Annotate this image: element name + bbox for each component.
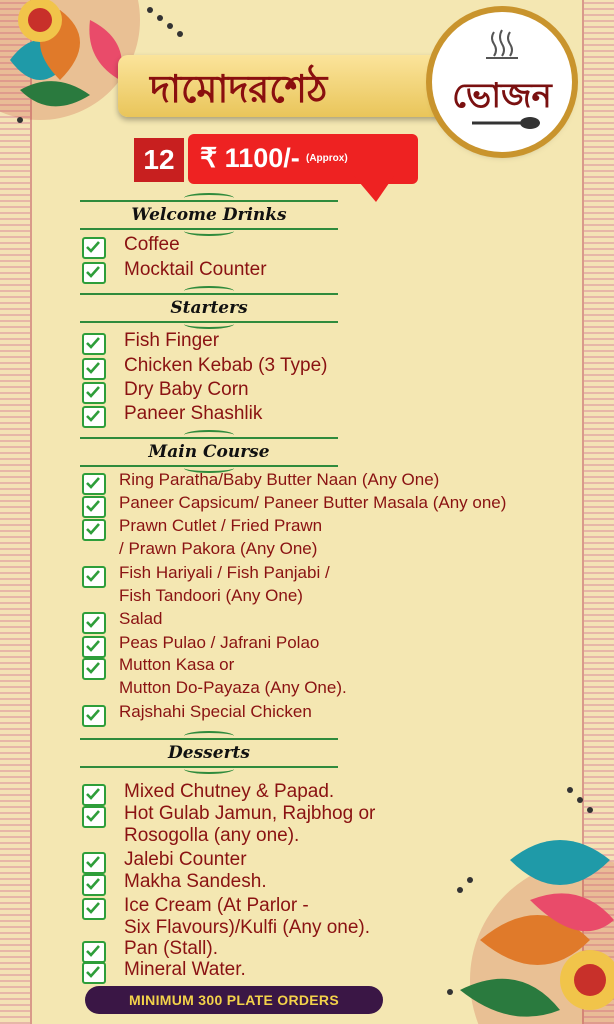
heading-ornament: [184, 731, 234, 741]
menu-item-label: Ice Cream (At Parlor -: [124, 895, 309, 916]
menu-item-label: Rajshahi Special Chicken: [119, 702, 312, 721]
section-heading-label: Desserts: [168, 743, 250, 763]
section-heading-main: [80, 431, 338, 471]
menu-item-label: Paneer Capsicum/ Paneer Butter Masala (Any one): [119, 493, 507, 512]
checkbox-icon: [82, 358, 106, 380]
menu-item-label: Peas Pulao / Jafrani Polao: [119, 633, 320, 652]
menu-item-label: Mutton Kasa or: [119, 655, 235, 674]
menu-item-label: Mineral Water.: [124, 959, 246, 980]
menu-item-label-cont: / Prawn Pakora (Any One): [119, 539, 318, 558]
checkbox-icon: [82, 496, 106, 518]
checkbox-icon: [82, 566, 106, 588]
heading-ornament: [184, 764, 234, 774]
checkbox-icon: [82, 333, 106, 355]
section-heading-starters: [80, 287, 338, 327]
minimum-order-banner: MINIMUM 300 PLATE ORDERS: [85, 986, 383, 1014]
left-border-pattern: [0, 0, 32, 1024]
menu-item-label: Fish Hariyali / Fish Panjabi /: [119, 563, 330, 582]
checkbox-icon: [82, 406, 106, 428]
checkbox-icon: [82, 658, 106, 680]
menu-item-label: Chicken Kebab (3 Type): [124, 355, 328, 376]
checkbox-icon: [82, 612, 106, 634]
menu-item-label: Fish Finger: [124, 330, 220, 351]
menu-item-label: Pan (Stall).: [124, 938, 218, 959]
menu-item-label: Paneer Shashlik: [124, 403, 263, 424]
menu-item-label: Makha Sandesh.: [124, 871, 267, 892]
spoon-icon: [472, 116, 542, 130]
checkbox-icon: [82, 705, 106, 727]
brand-logo: [432, 12, 572, 152]
checkbox-icon: [82, 962, 106, 984]
checkbox-icon: [82, 382, 106, 404]
heading-ornament: [184, 430, 234, 440]
checkbox-icon: [82, 636, 106, 658]
section-heading-welcome: [80, 194, 338, 234]
menu-item-label: Mixed Chutney & Papad.: [124, 781, 335, 802]
price-approx: (Approx): [306, 153, 348, 164]
bottom-right-mandala-decoration: [440, 780, 614, 1024]
menu-item-label: Prawn Cutlet / Fried Prawn: [119, 516, 323, 535]
menu-item-label: Dry Baby Corn: [124, 379, 249, 400]
checkbox-icon: [82, 941, 106, 963]
section-heading-desserts: [80, 732, 338, 772]
section-heading-label: Main Course: [148, 442, 270, 462]
menu-item-label: Salad: [119, 609, 163, 628]
checkbox-icon: [82, 898, 106, 920]
menu-item-label-cont: Six Flavours)/Kulfi (Any one).: [124, 917, 371, 938]
checkbox-icon: [82, 237, 106, 259]
checkbox-icon: [82, 852, 106, 874]
heading-ornament: [184, 226, 234, 236]
checkbox-icon: [82, 262, 106, 284]
section-heading-label: Starters: [170, 298, 248, 318]
checkbox-icon: [82, 874, 106, 896]
menu-item-label: Ring Paratha/Baby Butter Naan (Any One): [119, 470, 440, 489]
checkbox-icon: [82, 519, 106, 541]
logo-text: ভোজন: [452, 76, 552, 116]
heading-ornament: [184, 193, 234, 203]
menu-item-label-cont: Fish Tandoori (Any One): [119, 586, 303, 605]
menu-item-label: Coffee: [124, 234, 180, 255]
menu-item-label: Jalebi Counter: [124, 849, 247, 870]
menu-item-label: Mocktail Counter: [124, 259, 267, 280]
menu-item-label-cont: Mutton Do-Payaza (Any One).: [119, 678, 347, 697]
steam-cup-icon: [480, 28, 524, 68]
price-amount: ₹ 1100/-: [200, 143, 300, 173]
price-bubble-tail: [354, 176, 394, 202]
persons-badge: 12: [134, 138, 184, 182]
checkbox-icon: [82, 784, 106, 806]
menu-title: দামোদরশেঠ: [150, 67, 328, 111]
heading-ornament: [184, 319, 234, 329]
checkbox-icon: [82, 473, 106, 495]
section-heading-label: Welcome Drinks: [131, 205, 287, 225]
menu-item-label: Hot Gulab Jamun, Rajbhog or: [124, 803, 376, 824]
menu-item-label-cont: Rosogolla (any one).: [124, 825, 300, 846]
checkbox-icon: [82, 806, 106, 828]
heading-ornament: [184, 286, 234, 296]
